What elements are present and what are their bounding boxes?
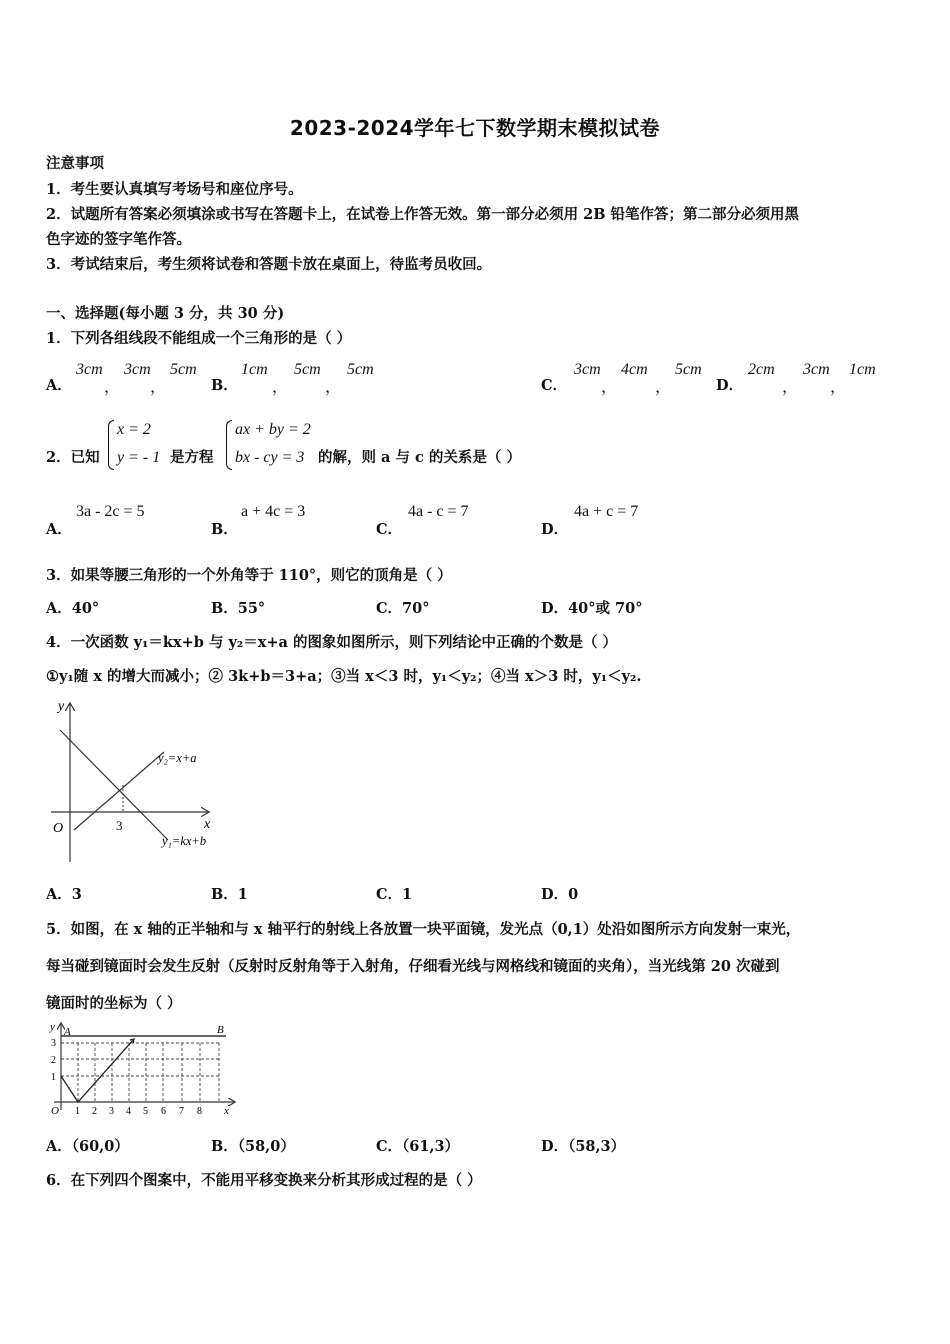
system1-eq1: x = 2 (117, 421, 151, 438)
x-tick-8: 8 (197, 1106, 202, 1117)
system2-eq1: ax + by = 2 (235, 421, 311, 438)
q1-b-seg1: 1cm (241, 361, 268, 378)
q4-stem: 4．一次函数 y₁＝kx+b 与 y₂＝x+a 的图象如图所示，则下列结论中正确的个数是（ ） (46, 634, 618, 651)
q1-d-seg1: 2cm (748, 361, 775, 378)
notice-item-3: 3．考试结束后，考生须将试卷和答题卡放在桌面上，待监考员收回。 (46, 256, 492, 273)
x-tick-5: 5 (143, 1106, 148, 1117)
system1-brace (108, 420, 114, 470)
graph-origin: O (53, 821, 64, 836)
q2-option-d-label: D． (541, 521, 569, 538)
q3-option-a: A．40° (46, 600, 100, 617)
system2-brace (226, 420, 232, 470)
q4-option-a: A．3 (46, 886, 82, 903)
graph-x-label: x (204, 817, 211, 832)
q5-option-b: B．（58,0） (211, 1138, 295, 1155)
q1-option-a-label: A． (46, 377, 72, 394)
graph-y-label: y (50, 1021, 55, 1033)
q1-option-c-label: C． (541, 377, 568, 394)
graph-x-label: x (224, 1105, 229, 1117)
label-y1: y₁=kx+b (162, 834, 207, 848)
notice-heading: 注意事项 (46, 155, 104, 172)
q2-option-d-expr: 4a + c = 7 (574, 503, 639, 520)
q1-a-seg2: 3cm (124, 361, 151, 378)
q1-option-b-label: B． (211, 377, 238, 394)
q4-option-c: C．1 (376, 886, 413, 903)
q3-option-b: B．55° (211, 600, 266, 617)
x-tick-2: 2 (92, 1106, 97, 1117)
light-path (61, 1039, 134, 1102)
q1-a-comma1: ， (104, 379, 121, 396)
notice-item-1: 1．考生要认真填写考场号和座位序号。 (46, 181, 303, 198)
y-tick-2: 2 (51, 1055, 56, 1066)
graph-origin: O (51, 1105, 59, 1117)
line-y1 (60, 730, 168, 840)
x-tick-4: 4 (126, 1106, 131, 1117)
q3-stem: 3．如果等腰三角形的一个外角等于 110°，则它的顶角是（ ） (46, 567, 452, 584)
q2-option-b-label: B． (211, 521, 238, 538)
q4-option-b: B．1 (211, 886, 248, 903)
x-tick-3: 3 (109, 1106, 114, 1117)
q5-stem-line3: 镜面时的坐标为（ ） (46, 995, 182, 1012)
q6-stem: 6．在下列四个图案中，不能用平移变换来分析其形成过程的是（ ） (46, 1172, 482, 1189)
point-a-label: A (64, 1026, 71, 1038)
q3-option-d: D．40°或 70° (541, 600, 643, 617)
q1-option-d-label: D． (716, 377, 744, 394)
y-tick-1: 1 (51, 1072, 56, 1083)
q2-option-a-label: A． (46, 521, 72, 538)
x-tick-7: 7 (179, 1106, 184, 1117)
graph-y-label: y (58, 699, 65, 714)
q2-suffix: 的解，则 a 与 c 的关系是（ ） (318, 449, 521, 466)
q1-stem: 1．下列各组线段不能组成一个三角形的是（ ） (46, 330, 352, 347)
notice-item-2: 2．试题所有答案必须填涂或书写在答题卡上，在试卷上作答无效。第一部分必须用 2B 铅笔作答；第二部分必须用黑 (46, 206, 800, 223)
q1-b-comma1: ， (272, 379, 289, 396)
y-tick-3: 3 (51, 1038, 56, 1049)
q1-d-comma2: ， (830, 379, 847, 396)
notice-item-2-cont: 色字迹的签字笔作答。 (46, 231, 191, 248)
x-tick-1: 1 (75, 1106, 80, 1117)
page-title: 2023-2024学年七下数学期末模拟试卷 (289, 116, 661, 140)
q4-option-d: D．0 (541, 886, 579, 903)
q2-option-c-label: C． (376, 521, 403, 538)
q3-option-c: C．70° (376, 600, 430, 617)
q2-prefix: 2．已知 (46, 449, 100, 466)
label-y2: y₂=x+a (158, 751, 197, 765)
q1-a-comma2: ， (150, 379, 167, 396)
q2-option-a-expr: 3a - 2c = 5 (76, 503, 145, 520)
q2-option-b-expr: a + 4c = 3 (241, 503, 306, 520)
q1-b-comma2: ， (325, 379, 342, 396)
q5-option-c: C．（61,3） (376, 1138, 460, 1155)
q5-option-d: D．（58,3） (541, 1138, 626, 1155)
grid-lines (61, 1043, 219, 1102)
q1-b-seg2: 5cm (294, 361, 321, 378)
q1-d-comma1: ， (782, 379, 799, 396)
q5-stem-line1: 5．如图，在 x 轴的正半轴和与 x 轴平行的射线上各放置一块平面镜，发光点（0,1）处沿如图所示方向发射一束光， (46, 921, 801, 938)
x-tick-6: 6 (161, 1106, 166, 1117)
q1-c-seg3: 5cm (675, 361, 702, 378)
q1-c-comma2: ， (655, 379, 672, 396)
q1-d-seg3: 1cm (849, 361, 876, 378)
q5-stem-line2: 每当碰到镜面时会发生反射（反射时反射角等于入射角，仔细看光线与网格线和镜面的夹角），当光线第 20 次碰到 (46, 958, 780, 975)
q1-a-seg1: 3cm (76, 361, 103, 378)
system2-eq2: bx - cy = 3 (235, 449, 305, 466)
graph-tick-3: 3 (116, 818, 123, 833)
q1-c-seg2: 4cm (621, 361, 648, 378)
q1-d-seg2: 3cm (803, 361, 830, 378)
section-heading: 一、选择题(每小题 3 分，共 30 分) (46, 305, 285, 322)
q1-a-seg3: 5cm (170, 361, 197, 378)
q5-graph (44, 1018, 244, 1118)
q5-option-a: A．（60,0） (46, 1138, 129, 1155)
q4-graph (46, 690, 236, 870)
q1-c-comma1: ， (601, 379, 618, 396)
q1-b-seg3: 5cm (347, 361, 374, 378)
point-b-label: B (217, 1024, 224, 1036)
q1-c-seg1: 3cm (574, 361, 601, 378)
system1-eq2: y = - 1 (117, 449, 161, 466)
q4-statements: ①y₁随 x 的增大而减小；② 3k+b＝3+a；③当 x＜3 时，y₁＜y₂；④当 x＞3 时，y₁＜y₂. (46, 668, 642, 685)
q2-option-c-expr: 4a - c = 7 (408, 503, 469, 520)
q2-mid: 是方程 (170, 449, 214, 466)
